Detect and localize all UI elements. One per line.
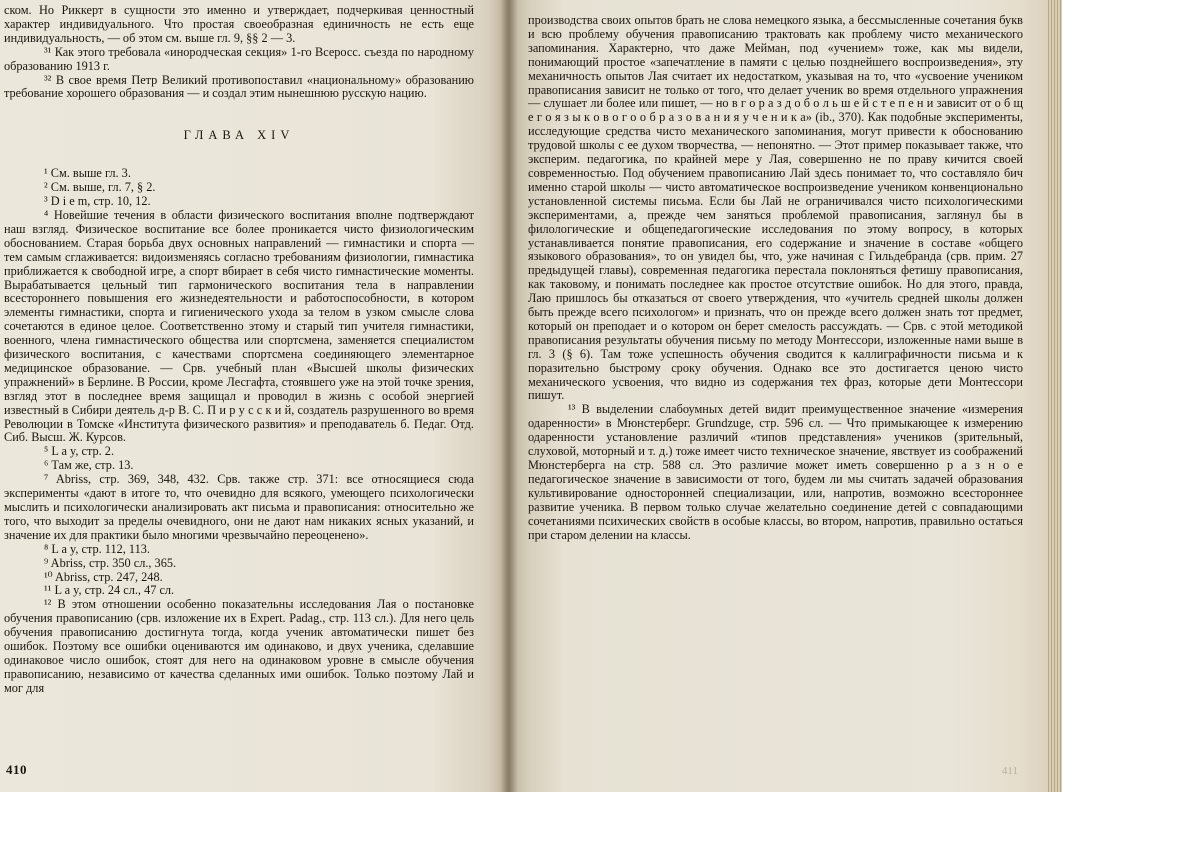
footnote-6: ⁶ Там же, стр. 13. xyxy=(44,458,134,473)
paragraph: производства своих опытов брать не слова немецкого языка, а бессмысленные сочетания букв и всю проблему обучения правописанию трактовать как проблему чисто механического запоминания. Характерно, что даже Мейман, под «учением» тоже, как мы видели, понимающий простое «запечатление в памяти с целью позднейшего воспроизведения», эту механичность опытов Лая считает их недостатком, указывая на то, что «усвоение учеником правописания зависит не только от того, что делает ученик во время отдельного упражнения — слушает ли более или пишет, — но в г о р а з д о б о л ь ш е й с т е п е н и зависит от о б щ е г о я з ы к о в о г о о б р а з о в а н и я у ч е н и к а» (ib., 370). Как подобные эксперименты, исследующие средства чисто механического запоминания, могут привести к обоснованию трудовой школы с ее духом творчества, — непонятно. — Этот пример показывает также, что эксперим. педагогика, по крайней мере у Лая, совершенно не по праву кичится своей современностью. Под обучением правописанию Лай здесь понимает то, что составляло бич именно старой школы — чисто автоматическое воспроизведение учеником конвенционально установленной системы письма. Если бы Лай не ограничивался чисто психологическими экспериментами, а, прежде чем заняться проблемой правописания, заглянул бы в филологические и общепедагогические исследования по этому вопросу, в которых устанавливается понятие правописания, его содержание и значение в составе «общего языкового образования», то он увидел бы, что, уже начиная с Гильдебранда (срв. прим. 27 предыдущей главы), современная педагогика перестала поклоняться фетишу правописания, как таковому, и понимать последнее как простое отсутствие ошибок. Но для этого, правда, Лаю пришлось бы отказаться от своего утверждения, что «учитель средней школы должен быть прежде всего психологом» и признать, что он прежде всего должен знать тот предмет, который он преподает и о котором он берет смелость рассуждать. — Срв. с этой методикой правописания результаты обучения письму по методу Монтессори, изложенные нами выше в гл. 3 (§ 6). Там тоже успешность обучения сводится к каллиграфичности письма и к поразительно быстрому сроку обучения. Однако все это достигается ценою чисто механического усвоения, что видно из содержания тех фраз, которые дети Монтессори пишут. xyxy=(528,13,1023,403)
footnote-13: ¹³ В выделении слабоумных детей видит преимущественное значение «измерения одаренности» в Мюнстерберг. Grundzuge, стр. 596 сл. — Что примыкающее к измерению одаренности установление различий «типов представления» учеников (зрительный, слуховой, моторный и т. д.) тоже имеет чисто техническое значение, явствует из соображений Мюнстерберга на стр. 588 сл. Это различие может иметь совершенно р а з н о е педагогическое значение в зависимости от того, будем ли мы считать задачей образования культивирование односторонней специализации, или, напротив, возможно всестороннее развитие ученика. В первом только случае желательно соединение детей с совпадающими сочетаниями психических свойств в особые классы, во втором, напротив, правильно остаться при старом делении на классы. xyxy=(528,402,1023,542)
page-edges xyxy=(1048,0,1062,792)
right-page-text xyxy=(528,14,1023,542)
footnote-9: ⁹ Abriss, стр. 350 сл., 365. xyxy=(44,555,177,570)
left-page-text xyxy=(4,4,474,696)
chapter-title: ГЛАВА XIV xyxy=(183,128,295,143)
footnote-5: ⁵ L a y, стр. 2. xyxy=(44,444,115,459)
paragraph: ском. Но Риккерт в сущности это именно и утверждает, подчеркивая ценностный характер индивидуального. Что простая своеобразная единичность не есть еще индивидуальность, — об этом см. выше гл. 9, §§ 2 — 3. xyxy=(4,3,474,45)
right-page xyxy=(508,0,1062,792)
book-gutter xyxy=(500,0,518,792)
page-number-left: 410 xyxy=(6,762,27,777)
footnote-10: ¹⁰ Abriss, стр. 247, 248. xyxy=(44,569,163,584)
footnote-11: ¹¹ L a y, стр. 24 сл., 47 сл. xyxy=(44,583,175,598)
left-page xyxy=(0,0,508,792)
footnote-2: ² См. выше, гл. 7, § 2. xyxy=(44,180,156,195)
footnote-7: ⁷ Abriss, стр. 369, 348, 432. Срв. также стр. 371: все относящиеся сюда эксперименты «дают в итоге то, что очевидно для всякого, умеющего психологически мыслить и психологически анализировать акт письма и правописания: относительно же того, что выходит за пределы очевидного, они не дают нам никаких ясных указаний, и значение их для практики было многими чрезвычайно переоценено». xyxy=(4,472,474,542)
footnote-32: ³² В свое время Петр Великий противопоставил «национальному» образованию требование хорошего образования — и создал этим нынешнюю русскую нацию. xyxy=(4,72,474,101)
page-number-right: 411 xyxy=(1001,765,1018,777)
footnote-3: ³ D i e m, стр. 10, 12. xyxy=(44,194,151,209)
footnote-1: ¹ См. выше гл. 3. xyxy=(44,166,131,181)
footnote-8: ⁸ L a y, стр. 112, 113. xyxy=(44,541,150,556)
footnote-31: ³¹ Как этого требовала «инородческая секция» 1-го Всеросс. съезда по народному образованию 1913 г. xyxy=(4,44,474,73)
footnote-4: ⁴ Новейшие течения в области физического воспитания вполне подтверждают наш взгляд. Физическое воспитание все более проникается чисто физиологическим обоснованием. Старая борьба двух основных направлений — гимнастики и спорта — тем самым сглаживается: видоизменяясь согласно требованиям физиологии, гимнастика приближается к свободной игре, а спорт вбирает в себя чисто гимнастические моменты. Вырабатывается цельный тип гармонического воспитания тела в направлении всестороннего повышения его жизнедеятельности и работоспособности, в котором элементы гимнастики, спорта и гигиенического ухода за телом в узком смысле слова сочетаются в единое целое. Соответственно этому и старый тип учителя гимнастики, военного, члена гимнастического общества или спортсмена, заменяется специалистом физического воспитания, с качествами спортсмена соединяющего элементарное медицинское образование. — Срв. учебный план «Высшей школы физических упражнений» в Берлине. В России, кроме Лесгафта, стоявшего уже на этой точке зрения, взгляд этот в последнее время защищал и проводил в жизнь с особой энергией известный в Сибири деятель д-р В. С. П и р у с с к и й, создатель разрушенного во время Революции в Томске «Института физического развития» и преподаватель б. Педаг. Отд. Сиб. Высш. Ж. Курсов. xyxy=(4,207,474,445)
footnote-12: ¹² В этом отношении особенно показательны исследования Лая о постановке обучения правописанию (срв. изложение их в Expert. Padag., стр. 113 сл.). Для него цель обучения правописанию достигнута тогда, когда ученик автоматически пишет без ошибок. Поэтому все ошибки оцениваются им одинаково, и двух ученика, сделавшие одинаковое число ошибок, стоят для него на одинаковом уровне в смысле обучения правописанию, независимо от качества сделанных ими ошибок. Только поэтому Лай и мог для xyxy=(4,597,474,695)
